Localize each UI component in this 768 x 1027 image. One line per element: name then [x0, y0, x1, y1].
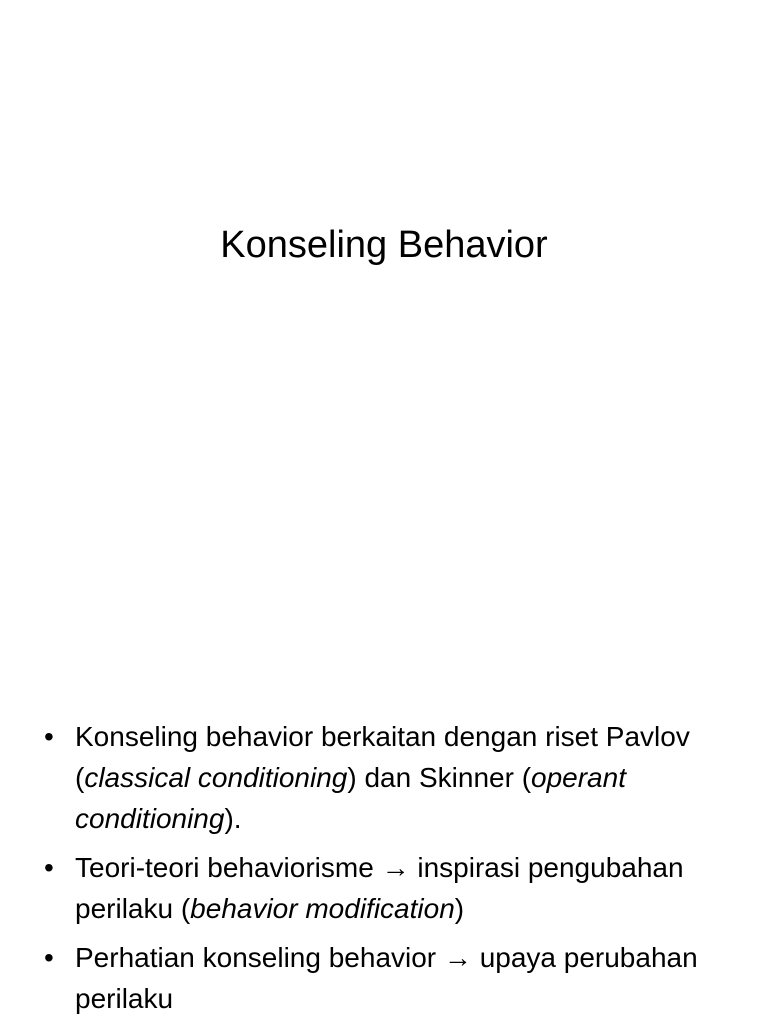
bullet-marker: • [44, 721, 54, 752]
bullet-1-italic-operant: operant conditioning [75, 762, 626, 834]
bullet-2-text-3: ) [454, 893, 465, 924]
bullet-2-text-2: inspirasi pengubahan perilaku ( [75, 852, 684, 924]
bullet-marker: • [44, 942, 54, 973]
bullet-3-text: Perhatian konseling behavior [75, 942, 444, 973]
bullet-item-2 [44, 847, 744, 929]
bullet-item-1 [44, 716, 744, 839]
bullet-3-text-2: upaya perubahan perilaku [75, 942, 698, 1014]
slide-title: Konseling Behavior [220, 224, 548, 266]
bullet-1-text-3: ). [224, 803, 242, 834]
bullet-item-3 [44, 937, 744, 1019]
bullet-2-italic-behavior-modification: behavior modification [190, 893, 455, 924]
bullet-2-text: Teori-teori behaviorisme [75, 852, 382, 883]
bullet-marker: • [44, 852, 54, 883]
bullet-list [44, 716, 744, 1027]
arrow-right-icon: → [443, 942, 472, 973]
bullet-1-text: Konseling behavior berkaitan dengan riset Pavlov ( [75, 721, 690, 793]
bullet-1-italic-classical: classical conditioning [84, 762, 348, 793]
arrow-right-icon: → [381, 852, 410, 883]
bullet-1-text-2: ) dan Skinner ( [347, 762, 532, 793]
